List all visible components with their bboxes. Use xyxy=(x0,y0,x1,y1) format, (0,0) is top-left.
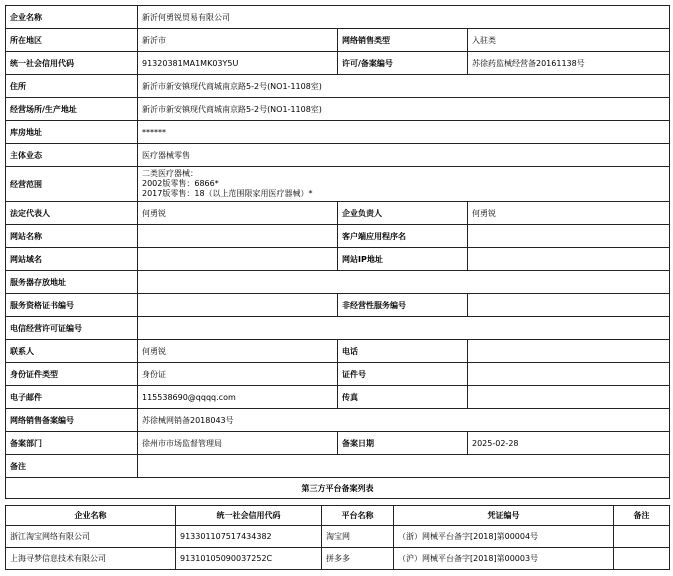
scope-line: 2002版零售：6866* xyxy=(142,179,219,188)
credit-code-label: 统一社会信用代码 xyxy=(6,52,138,75)
legal-rep-label: 法定代表人 xyxy=(6,202,138,225)
ip-label: 网站IP地址 xyxy=(338,248,468,271)
warehouse-value: ****** xyxy=(138,121,670,144)
credit-code-value: 91320381MA1MK03Y5U xyxy=(138,52,338,75)
row-record-dept xyxy=(6,432,670,455)
third-party-title: 第三方平台备案列表 xyxy=(6,478,670,499)
scope-value xyxy=(138,167,670,202)
table-row xyxy=(6,548,670,570)
cell-company: 上海寻梦信息技术有限公司 xyxy=(6,548,176,570)
business-place-value: 新沂市新安镇现代商城南京路5-2号(NO1-1108室) xyxy=(138,98,670,121)
table-row xyxy=(6,526,670,548)
online-sales-type-value: 入驻类 xyxy=(468,29,670,52)
cell-remarks xyxy=(614,526,670,548)
id-number-value xyxy=(468,363,670,386)
telecom-label: 电信经营许可证编号 xyxy=(6,317,138,340)
address-label: 住所 xyxy=(6,75,138,98)
client-app-label: 客户端应用程序名 xyxy=(338,225,468,248)
business-place-label: 经营场所/生产地址 xyxy=(6,98,138,121)
cell-certificate: （沪）网械平台备字[2018]第00003号 xyxy=(394,548,614,570)
enterprise-head-label: 企业负责人 xyxy=(338,202,468,225)
enterprise-head-value: 何勇锐 xyxy=(468,202,670,225)
cell-remarks xyxy=(614,548,670,570)
row-telecom xyxy=(6,317,670,340)
service-cert-label: 服务资格证书编号 xyxy=(6,294,138,317)
license-label: 许可/备案编号 xyxy=(338,52,468,75)
header-platform: 平台名称 xyxy=(322,506,394,526)
telecom-value xyxy=(138,317,670,340)
email-value: 115538690@qqqq.com xyxy=(138,386,338,409)
header-certificate: 凭证编号 xyxy=(394,506,614,526)
cell-code: 91310105090037252C xyxy=(176,548,322,570)
third-party-header-row xyxy=(6,506,670,526)
row-service-cert xyxy=(6,294,670,317)
remarks-label: 备注 xyxy=(6,455,138,478)
domain-value xyxy=(138,248,338,271)
row-online-record xyxy=(6,409,670,432)
domain-label: 网站域名 xyxy=(6,248,138,271)
header-remarks: 备注 xyxy=(614,506,670,526)
row-region xyxy=(6,29,670,52)
remarks-value xyxy=(138,455,670,478)
row-main-business xyxy=(6,144,670,167)
cell-platform: 拼多多 xyxy=(322,548,394,570)
warehouse-label: 库房地址 xyxy=(6,121,138,144)
row-server-location xyxy=(6,271,670,294)
server-location-label: 服务器存放地址 xyxy=(6,271,138,294)
company-name-label: 企业名称 xyxy=(6,6,138,29)
phone-label: 电话 xyxy=(338,340,468,363)
row-company-name xyxy=(6,6,670,29)
main-business-value: 医疗器械零售 xyxy=(138,144,670,167)
row-domain xyxy=(6,248,670,271)
cell-certificate: （浙）网械平台备字[2018]第00004号 xyxy=(394,526,614,548)
row-scope xyxy=(6,167,670,202)
registration-table xyxy=(5,5,670,499)
scope-label: 经营范围 xyxy=(6,167,138,202)
header-company: 企业名称 xyxy=(6,506,176,526)
third-party-table xyxy=(5,505,670,570)
id-type-value: 身份证 xyxy=(138,363,338,386)
row-business-place xyxy=(6,98,670,121)
legal-rep-value: 何勇锐 xyxy=(138,202,338,225)
contact-label: 联系人 xyxy=(6,340,138,363)
id-number-label: 证件号 xyxy=(338,363,468,386)
row-contact xyxy=(6,340,670,363)
id-type-label: 身份证件类型 xyxy=(6,363,138,386)
ip-value xyxy=(468,248,670,271)
email-label: 电子邮件 xyxy=(6,386,138,409)
row-legal-rep xyxy=(6,202,670,225)
record-date-value: 2025-02-28 xyxy=(468,432,670,455)
online-sales-type-label: 网络销售类型 xyxy=(338,29,468,52)
row-remarks xyxy=(6,455,670,478)
company-name-value: 新沂何勇锐贸易有限公司 xyxy=(138,6,670,29)
cell-code: 913301107517434382 xyxy=(176,526,322,548)
cell-company: 浙江淘宝网络有限公司 xyxy=(6,526,176,548)
server-location-value xyxy=(138,271,670,294)
region-label: 所在地区 xyxy=(6,29,138,52)
header-code: 统一社会信用代码 xyxy=(176,506,322,526)
phone-value xyxy=(468,340,670,363)
website-name-label: 网站名称 xyxy=(6,225,138,248)
region-value: 新沂市 xyxy=(138,29,338,52)
non-profit-value xyxy=(468,294,670,317)
record-dept-value: 徐州市市场监督管理局 xyxy=(138,432,338,455)
online-record-value: 苏徐械网销备2018043号 xyxy=(138,409,670,432)
contact-value: 何勇锐 xyxy=(138,340,338,363)
row-id-type xyxy=(6,363,670,386)
record-date-label: 备案日期 xyxy=(338,432,468,455)
row-warehouse xyxy=(6,121,670,144)
scope-line: 二类医疗器械： xyxy=(142,169,198,178)
scope-line: 2017版零售：18（以上范围限家用医疗器械）* xyxy=(142,189,313,198)
online-record-label: 网络销售备案编号 xyxy=(6,409,138,432)
row-website-name xyxy=(6,225,670,248)
row-credit-code xyxy=(6,52,670,75)
address-value: 新沂市新安镇现代商城南京路5-2号(NO1-1108室) xyxy=(138,75,670,98)
fax-value xyxy=(468,386,670,409)
row-third-party-title xyxy=(6,478,670,499)
cell-platform: 淘宝网 xyxy=(322,526,394,548)
client-app-value xyxy=(468,225,670,248)
fax-label: 传真 xyxy=(338,386,468,409)
record-dept-label: 备案部门 xyxy=(6,432,138,455)
main-business-label: 主体业态 xyxy=(6,144,138,167)
non-profit-label: 非经营性服务编号 xyxy=(338,294,468,317)
service-cert-value xyxy=(138,294,338,317)
website-name-value xyxy=(138,225,338,248)
row-email xyxy=(6,386,670,409)
row-address xyxy=(6,75,670,98)
license-value: 苏徐药监械经营备20161138号 xyxy=(468,52,670,75)
